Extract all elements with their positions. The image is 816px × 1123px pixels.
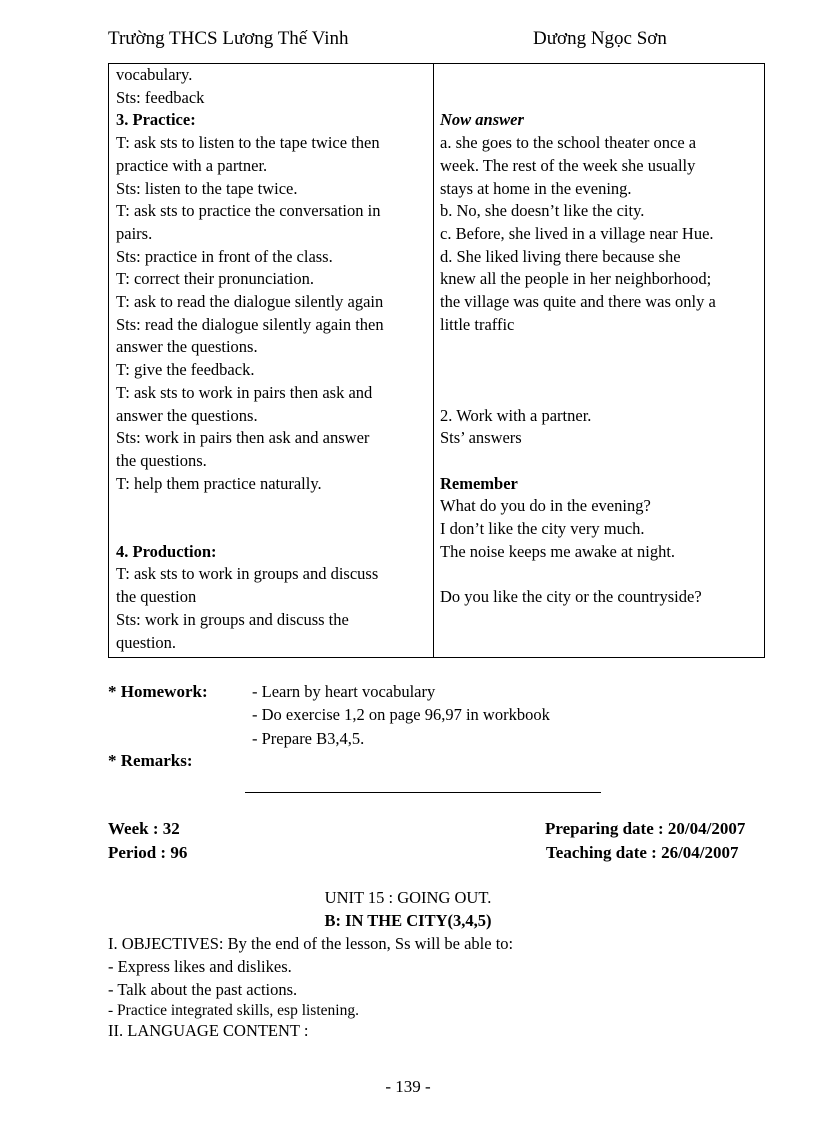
objective-item: - Express likes and dislikes. (108, 957, 292, 976)
left-line: practice with a partner. (116, 155, 268, 175)
left-line: pairs. (116, 223, 153, 243)
preparing-date: Preparing date : 20/04/2007 (545, 819, 746, 838)
left-line: T: correct their pronunciation. (116, 269, 315, 289)
left-line: T: ask sts to listen to the tape twice then (116, 133, 380, 153)
right-line: The noise keeps me awake at night. (440, 541, 676, 561)
right-line: c. Before, she lived in a village near Hue. (440, 223, 714, 243)
period-label: Period : 96 (108, 843, 188, 862)
left-line: the questions. (116, 450, 207, 470)
left-line: T: ask sts to practice the conversation in (116, 201, 381, 221)
homework-label: * Homework: (108, 682, 208, 701)
right-line: week. The rest of the week she usually (440, 155, 696, 175)
left-line: Sts: work in groups and discuss the (116, 609, 349, 629)
page-number: - 139 - (385, 1077, 431, 1096)
left-line: Sts: practice in front of the class. (116, 246, 333, 266)
right-line: b. No, she doesn’t like the city. (440, 201, 645, 221)
right-line: a. she goes to the school theater once a (440, 133, 697, 153)
language-content-heading: II. LANGUAGE CONTENT : (108, 1021, 309, 1040)
right-line: little traffic (440, 314, 515, 334)
left-line: answer the questions. (116, 337, 258, 357)
right-line: 2. Work with a partner. (440, 405, 592, 425)
left-line: 3. Practice: (116, 110, 196, 130)
left-line: T: give the feedback. (116, 360, 255, 380)
right-line: Sts’ answers (440, 428, 522, 448)
left-line: T: help them practice naturally. (116, 473, 322, 493)
left-line: the question (116, 587, 197, 607)
right-line: Now answer (440, 110, 524, 130)
homework-item: - Prepare B3,4,5. (252, 729, 365, 748)
remarks-label: * Remarks: (108, 751, 193, 770)
homework-item: - Do exercise 1,2 on page 96,97 in workbook (252, 705, 550, 724)
left-line: T: ask to read the dialogue silently again (116, 292, 384, 311)
left-line: T: ask sts to work in groups and discuss (116, 564, 379, 584)
left-line: Sts: listen to the tape twice. (116, 178, 298, 198)
page-header (108, 28, 688, 52)
left-line: 4. Production: (116, 541, 217, 561)
left-line: Sts: work in pairs then ask and answer (116, 428, 370, 448)
author-name: Dương Ngọc Sơn (533, 28, 667, 49)
objective-item: - Talk about the past actions. (108, 980, 298, 999)
right-line: Do you like the city or the countryside? (440, 587, 702, 607)
left-line: vocabulary. (116, 65, 193, 84)
right-line: stays at home in the evening. (440, 178, 632, 198)
week-label: Week : 32 (108, 819, 180, 838)
right-line: What do you do in the evening? (440, 496, 651, 516)
right-line: Remember (440, 473, 518, 493)
left-line: T: ask sts to work in pairs then ask and (116, 382, 373, 402)
left-line: Sts: feedback (116, 87, 205, 107)
unit-title: UNIT 15 : GOING OUT. (324, 888, 492, 907)
homework-item: - Learn by heart vocabulary (252, 682, 436, 701)
school-name: Trường THCS Lương Thế Vinh (108, 28, 349, 49)
right-line: d. She liked living there because she (440, 246, 681, 266)
lesson-table (108, 63, 765, 658)
separator-line (245, 792, 601, 793)
objectives-heading: I. OBJECTIVES: By the end of the lesson, Ss will be able to: (108, 934, 514, 953)
teaching-date: Teaching date : 26/04/2007 (546, 843, 739, 862)
right-line: the village was quite and there was only a (440, 292, 716, 311)
left-line: Sts: read the dialogue silently again then (116, 314, 384, 334)
left-line: question. (116, 632, 177, 652)
right-line: I don’t like the city very much. (440, 519, 645, 538)
unit-section: B: IN THE CITY(3,4,5) (324, 911, 492, 930)
right-line: knew all the people in her neighborhood; (440, 269, 712, 289)
objective-item: - Practice integrated skills, esp listening. (108, 1002, 359, 1019)
column-divider (433, 64, 434, 657)
left-line: answer the questions. (116, 405, 258, 425)
